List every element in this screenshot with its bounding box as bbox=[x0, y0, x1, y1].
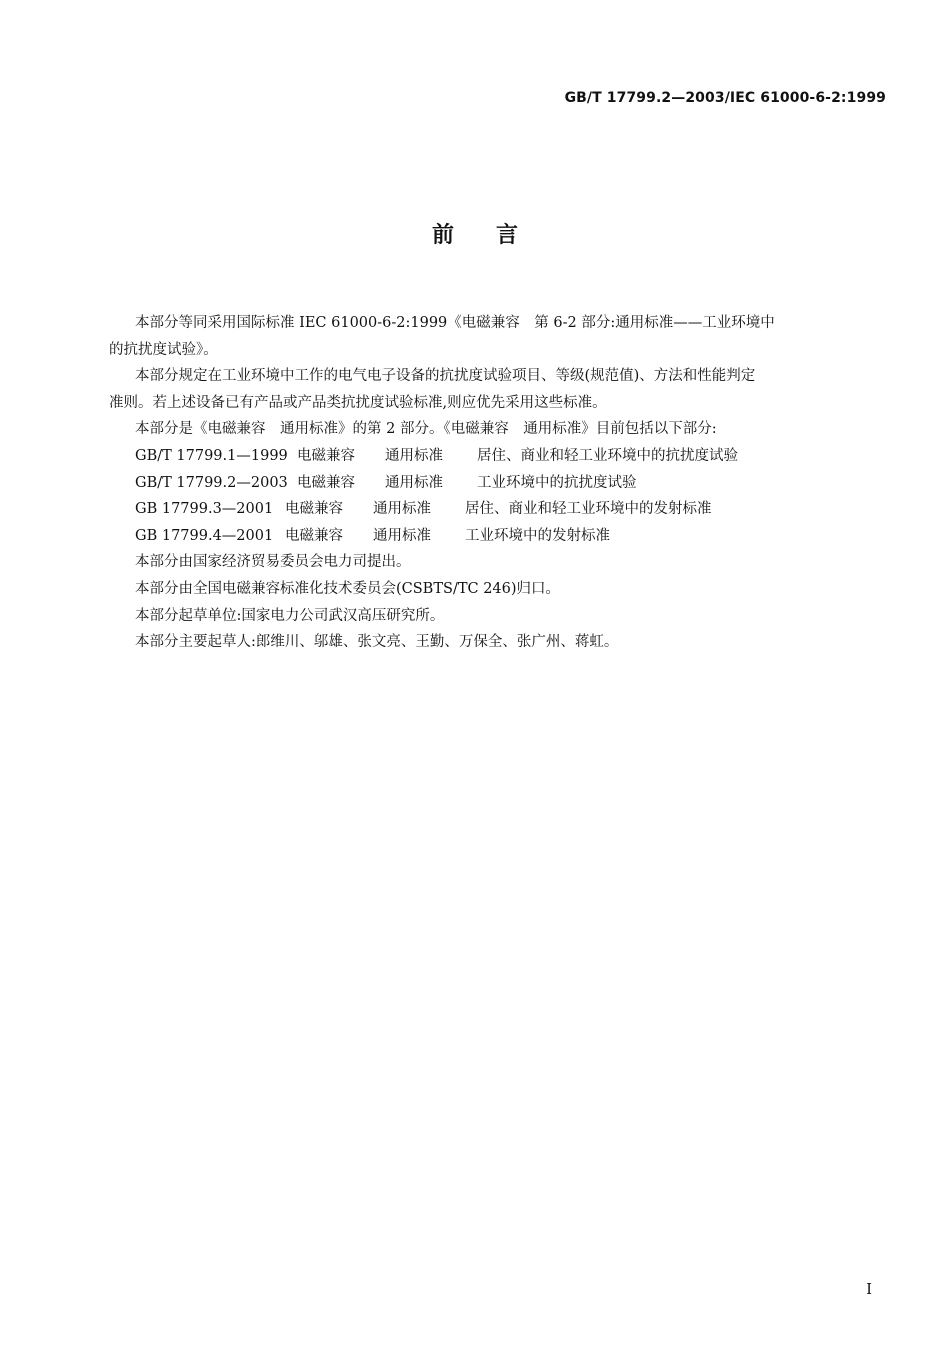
part-description: 工业环境中的发射标准 bbox=[465, 527, 610, 544]
title-part-2: 言 bbox=[496, 223, 519, 248]
paragraph-scope-line-1: 本部分规定在工业环境中工作的电气电子设备的抗扰度试验项目、等级(规范值)、方法和性能判定 bbox=[135, 368, 756, 385]
part-subcategory: 通用标准 bbox=[373, 501, 431, 518]
page-number: I bbox=[866, 1280, 872, 1298]
part-category: 电磁兼容 bbox=[285, 527, 343, 544]
part-code: GB 17799.4—2001 bbox=[135, 527, 274, 544]
part-description: 工业环境中的抗扰度试验 bbox=[477, 474, 637, 491]
paragraph-series: 本部分是《电磁兼容 通用标准》的第 2 部分。《电磁兼容 通用标准》目前包括以下部分: bbox=[135, 421, 717, 438]
list-item bbox=[135, 470, 887, 497]
part-code: GB/T 17799.2—2003 bbox=[135, 474, 288, 491]
paragraph-proposed-by: 本部分由国家经济贸易委员会电力司提出。 bbox=[135, 554, 411, 571]
paragraph-drafters: 本部分主要起草人:郎维川、邬雄、张文亮、王勤、万保全、张广州、蒋虹。 bbox=[135, 634, 619, 651]
foreword-body bbox=[109, 310, 887, 656]
page-title bbox=[0, 218, 950, 249]
paragraph-scope bbox=[109, 363, 887, 416]
title-part-1: 前 bbox=[431, 223, 454, 248]
paragraph-scope-line-2: 准则。若上述设备已有产品或产品类抗扰度试验标准,则应优先采用这些标准。 bbox=[109, 394, 607, 411]
part-code: GB/T 17799.1—1999 bbox=[135, 447, 288, 464]
list-item bbox=[135, 496, 887, 523]
paragraph-adoption bbox=[109, 310, 887, 363]
part-category: 电磁兼容 bbox=[285, 501, 343, 518]
part-category: 电磁兼容 bbox=[297, 447, 355, 464]
part-description: 居住、商业和轻工业环境中的抗扰度试验 bbox=[477, 447, 738, 464]
list-item bbox=[135, 443, 887, 470]
parts-list bbox=[135, 443, 887, 549]
part-subcategory: 通用标准 bbox=[385, 447, 443, 464]
part-description: 居住、商业和轻工业环境中的发射标准 bbox=[465, 501, 712, 518]
paragraph-drafting-unit: 本部分起草单位:国家电力公司武汉高压研究所。 bbox=[135, 607, 445, 624]
paragraph-centralized-by: 本部分由全国电磁兼容标准化技术委员会(CSBTS/TC 246)归口。 bbox=[135, 580, 561, 597]
paragraph-adoption-line-2: 的抗扰度试验》。 bbox=[109, 341, 218, 358]
part-subcategory: 通用标准 bbox=[385, 474, 443, 491]
standard-code-header: GB/T 17799.2—2003/IEC 61000-6-2:1999 bbox=[564, 90, 886, 106]
list-item bbox=[135, 523, 887, 550]
part-category: 电磁兼容 bbox=[297, 474, 355, 491]
paragraph-adoption-line-1: 本部分等同采用国际标准 IEC 61000-6-2:1999《电磁兼容 第 6-2 部分:通用标准——工业环境中 bbox=[135, 315, 775, 331]
part-code: GB 17799.3—2001 bbox=[135, 501, 274, 518]
part-subcategory: 通用标准 bbox=[373, 527, 431, 544]
